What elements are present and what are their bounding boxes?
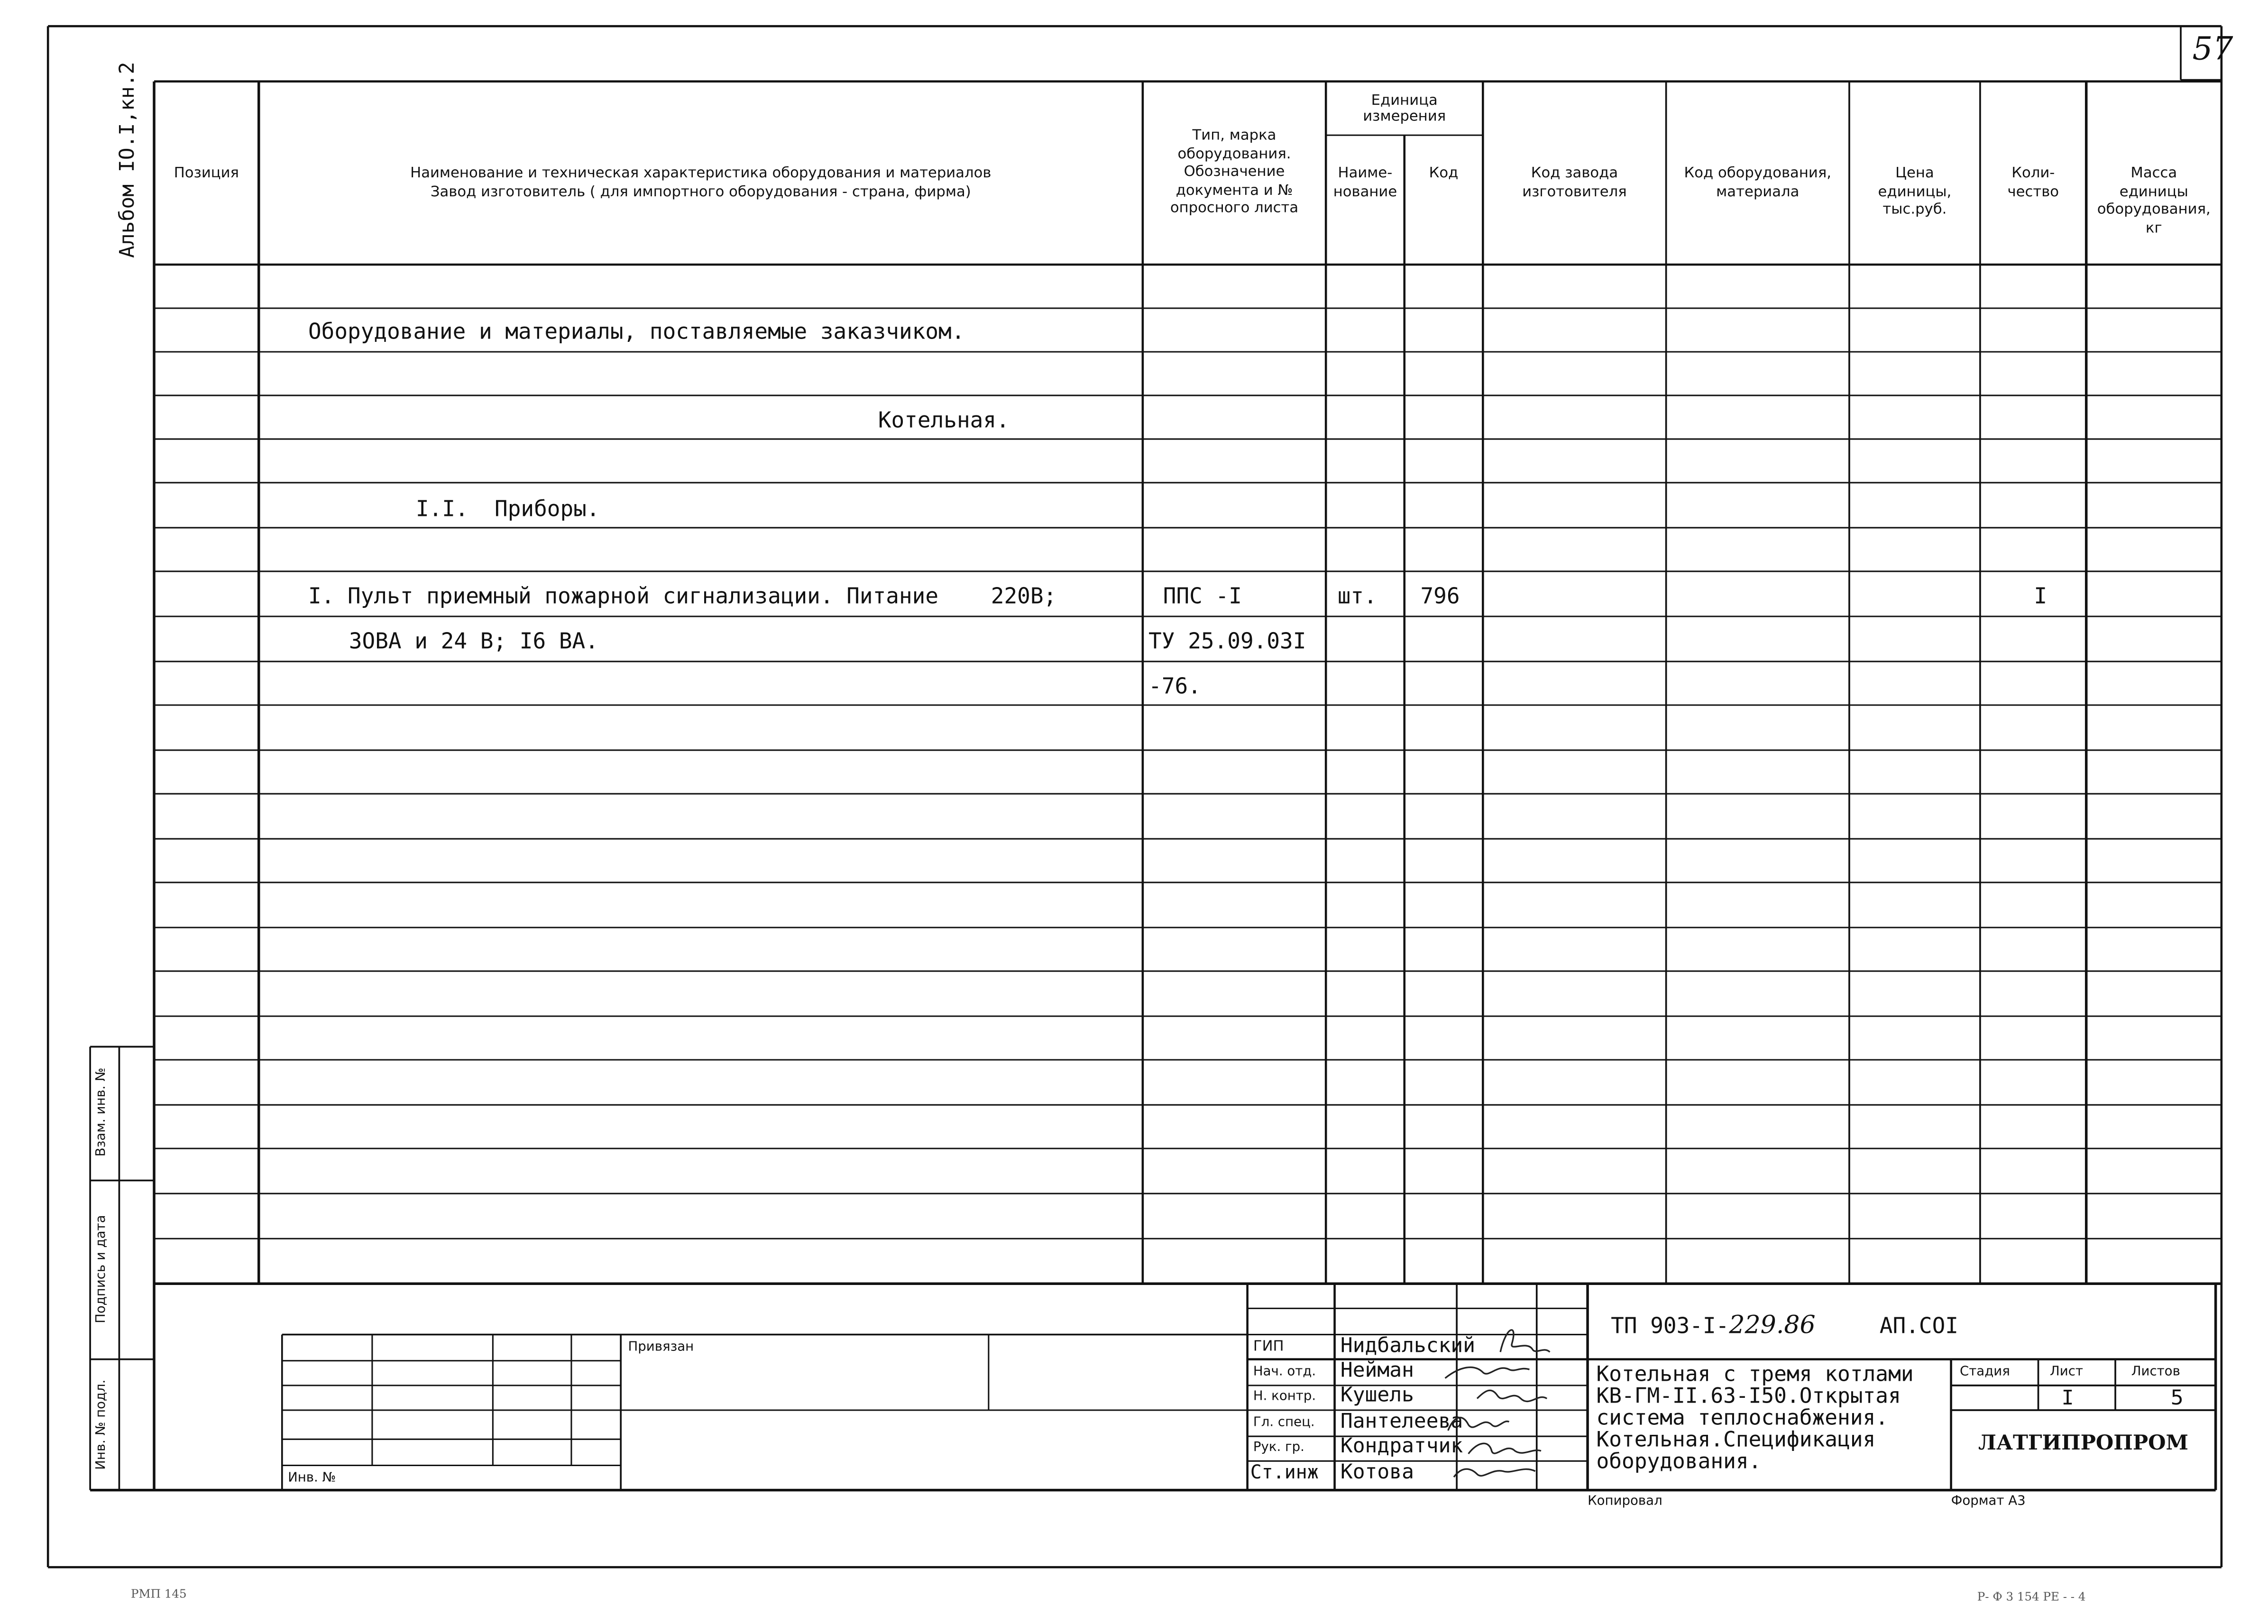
col-header-type-line: Обозначение	[1184, 164, 1285, 181]
copied-label: Копировал	[1588, 1494, 1662, 1509]
album-label: Альбом IO.I,кн.2	[116, 62, 140, 258]
col-header-factory-line: изготовителя	[1522, 184, 1627, 200]
role-st-inzh: Ст.инж	[1250, 1462, 1319, 1485]
sheet-label: Лист	[2050, 1365, 2084, 1380]
col-header-price-line: тыс.руб.	[1882, 202, 1947, 218]
col-header-type	[1143, 128, 1326, 219]
role-gl-spec: Гл. спец.	[1253, 1416, 1315, 1431]
inv-no-label: Инв. №	[288, 1471, 336, 1486]
signatures	[1439, 1308, 1555, 1488]
name-gl-spec: Пантелеева	[1340, 1410, 1463, 1434]
col-header-unit-line: измерения	[1363, 109, 1446, 125]
col-header-unit-line: Единица	[1371, 93, 1438, 109]
item-type-line2: ТУ 25.09.03I	[1148, 628, 1306, 654]
name-st-inzh: Котова	[1340, 1461, 1414, 1485]
name-ruk-gr: Кондратчик	[1340, 1435, 1463, 1459]
privyazan-label: Привязан	[628, 1340, 694, 1355]
section-title: Оборудование и материалы, поставляемые заказчиком.	[308, 318, 965, 345]
role-gip: ГИП	[1253, 1339, 1284, 1355]
sheet-value: I	[2061, 1386, 2074, 1411]
col-header-price-line: Цена	[1895, 165, 1934, 182]
stamp-vzam: Взам. инв. №	[94, 1067, 109, 1157]
doc-code-handwritten: 229.86	[1729, 1311, 1816, 1340]
signature-gl-spec	[1448, 1418, 1509, 1431]
role-ruk-gr: Рук. гр.	[1253, 1440, 1304, 1456]
col-header-mass-line: единицы	[2119, 184, 2188, 200]
col-header-factory-code	[1483, 166, 1666, 202]
col-header-equip-line: Код оборудования,	[1684, 165, 1832, 182]
signature-n-kontr	[1477, 1390, 1547, 1401]
col-header-mass	[2086, 166, 2222, 239]
item-unit-code: 796	[1420, 583, 1460, 609]
footer-right: Р- Ф 3 154 РЕ - - 4	[1977, 1590, 2086, 1604]
role-n-kontr: Н. контр.	[1253, 1390, 1316, 1404]
col-header-type-line: Тип, марка	[1192, 128, 1276, 144]
col-header-unit	[1326, 93, 1483, 125]
signature-nach-otd	[1445, 1367, 1530, 1378]
col-header-unit-code: Код	[1429, 165, 1459, 182]
col-header-type-line: оборудования.	[1177, 146, 1291, 162]
title-line: КВ-ГМ-II.63-I50.Открытая	[1596, 1385, 1901, 1409]
organization-name: ЛАТГИПРОПРОМ	[1978, 1432, 2189, 1456]
doc-code-suffix: АП.COI	[1879, 1312, 1958, 1339]
name-n-kontr: Кушель	[1340, 1384, 1414, 1407]
item-quantity: I	[2034, 583, 2048, 609]
col-header-name-line2: Завод изготовитель ( для импортного оборудования - страна, фирма)	[430, 184, 971, 200]
item-type-line3: -76.	[1148, 673, 1201, 699]
subsection-title: Котельная.	[878, 407, 1010, 433]
col-header-type-line: опросного листа	[1170, 201, 1299, 217]
col-header-name	[259, 166, 1143, 202]
item-unit: шт.	[1337, 583, 1377, 609]
sheets-value: 5	[2170, 1386, 2184, 1411]
signature-ruk-gr	[1469, 1443, 1541, 1454]
col-header-equip-line: материала	[1716, 184, 1800, 200]
group-title: I.I. Приборы.	[415, 495, 600, 522]
title-line: система теплоснабжения.	[1596, 1407, 1889, 1431]
sheets-label: Листов	[2131, 1365, 2180, 1380]
col-header-qty-line: Коли-	[2011, 165, 2055, 182]
format-label: Формат А3	[1951, 1494, 2026, 1509]
col-header-unit-name-line: Наиме-	[1338, 165, 1393, 182]
name-nach-otd: Нейман	[1340, 1359, 1414, 1383]
item-name-line2: ЗОВА и 24 В; I6 ВА.	[349, 628, 598, 654]
footer-left: РМП 145	[130, 1587, 187, 1601]
title-line: Котельная.Спецификация	[1596, 1429, 1876, 1452]
stamp-podpis: Подпись и дата	[94, 1215, 109, 1323]
col-header-mass-line: кг	[2145, 220, 2162, 237]
name-gip: Нидбальский	[1340, 1334, 1476, 1358]
page-number: 57	[2192, 32, 2233, 69]
col-header-name-line1: Наименование и техническая характеристика оборудования и материалов	[410, 165, 992, 182]
title-line: оборудования.	[1596, 1450, 1762, 1474]
col-header-quantity	[1980, 166, 2086, 202]
document-code	[1611, 1312, 1958, 1340]
stamp-inv: Инв. № подл.	[94, 1379, 109, 1470]
col-header-unit-name	[1326, 166, 1405, 202]
signature-st-inzh	[1454, 1469, 1535, 1477]
title-line: Котельная с тремя котлами	[1596, 1363, 1914, 1387]
col-header-equipment-code	[1666, 166, 1849, 202]
col-header-unit-name-line: нование	[1333, 184, 1397, 200]
stage-label: Стадия	[1959, 1365, 2010, 1380]
item-type-line1: ППС -I	[1163, 583, 1242, 609]
col-header-mass-line: Масса	[2130, 165, 2177, 182]
role-nach-otd: Нач. отд.	[1253, 1365, 1316, 1380]
col-header-factory-line: Код завода	[1531, 165, 1618, 182]
col-header-position: Позиция	[174, 165, 239, 182]
col-header-mass-line: оборудования,	[2097, 202, 2211, 218]
document-title	[1596, 1365, 1913, 1474]
item-name-line1: I. Пульт приемный пожарной сигнализации. Питание 220В;	[308, 583, 1057, 609]
col-header-type-line: документа и №	[1175, 182, 1293, 199]
doc-code-prefix: ТП 903-I-	[1611, 1312, 1729, 1339]
signature-gip	[1500, 1330, 1550, 1352]
col-header-price	[1849, 166, 1980, 220]
col-header-qty-line: чество	[2007, 184, 2059, 200]
col-header-price-line: единицы,	[1878, 184, 1952, 200]
